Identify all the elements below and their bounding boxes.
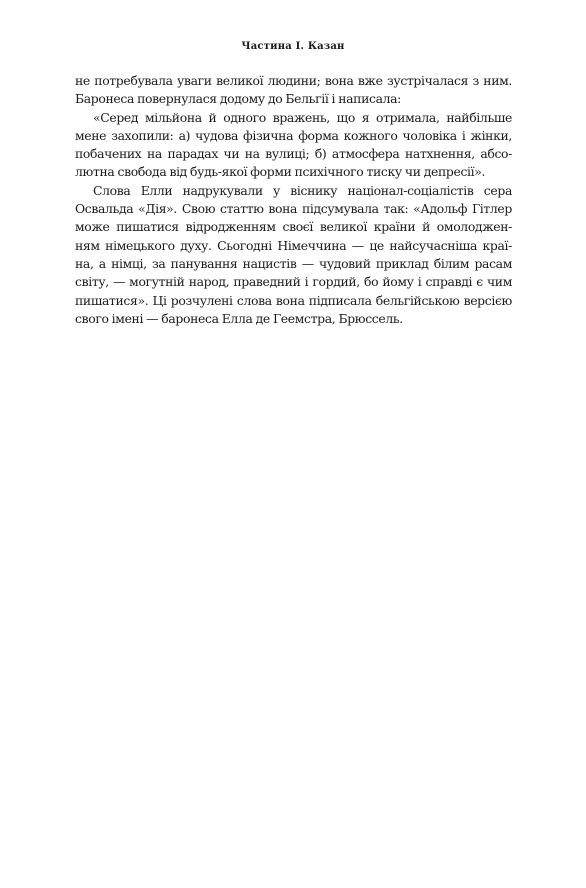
text-line: «Серед мільйона й одного вражень, що я отримала, найбільше <box>93 109 512 125</box>
text-line: свого імені — баронеса Елла де Геемстра, Брюссель. <box>75 310 403 326</box>
text-line: мене захопили: а) чудова фізична форма кожного чоловіка і жінки, <box>75 127 512 143</box>
body-text <box>75 72 512 328</box>
text-line: Баронеса повернулася додому до Бельгії і написала: <box>75 91 402 107</box>
text-line: Освальда «Дія». Свою статтю вона підсумувала так: «Адольф Гітлер <box>75 201 512 217</box>
text-line: пишатися». Ці розчулені слова вона підписала бельгійською версією <box>75 292 512 308</box>
text-line: на, а німці, за панування нацистів — чудовий приклад білим расам <box>75 255 512 271</box>
running-head: Частина І. Казан <box>241 41 345 52</box>
text-line: може пишатися відродженням своєї великої країни й омолоджен- <box>75 219 512 235</box>
text-line: ням німецького духу. Сьогодні Німеччина — це найсучасніша краї- <box>75 237 512 253</box>
text-line: світу, — могутній народ, праведний і гордий, бо йому і справді є чим <box>75 274 512 290</box>
text-line: Слова Елли надрукували у віснику націонал-соціалістів сера <box>93 182 512 198</box>
text-line: не потребувала уваги великої людини; вона вже зустрічалася з ним. <box>75 73 512 88</box>
text-line: лютна свобода від будь-якої форми психічного тиску чи депресії». <box>75 164 486 180</box>
text-line: побачених на парадах чи на вулиці; б) атмосфера натхнення, абсо- <box>75 146 512 162</box>
